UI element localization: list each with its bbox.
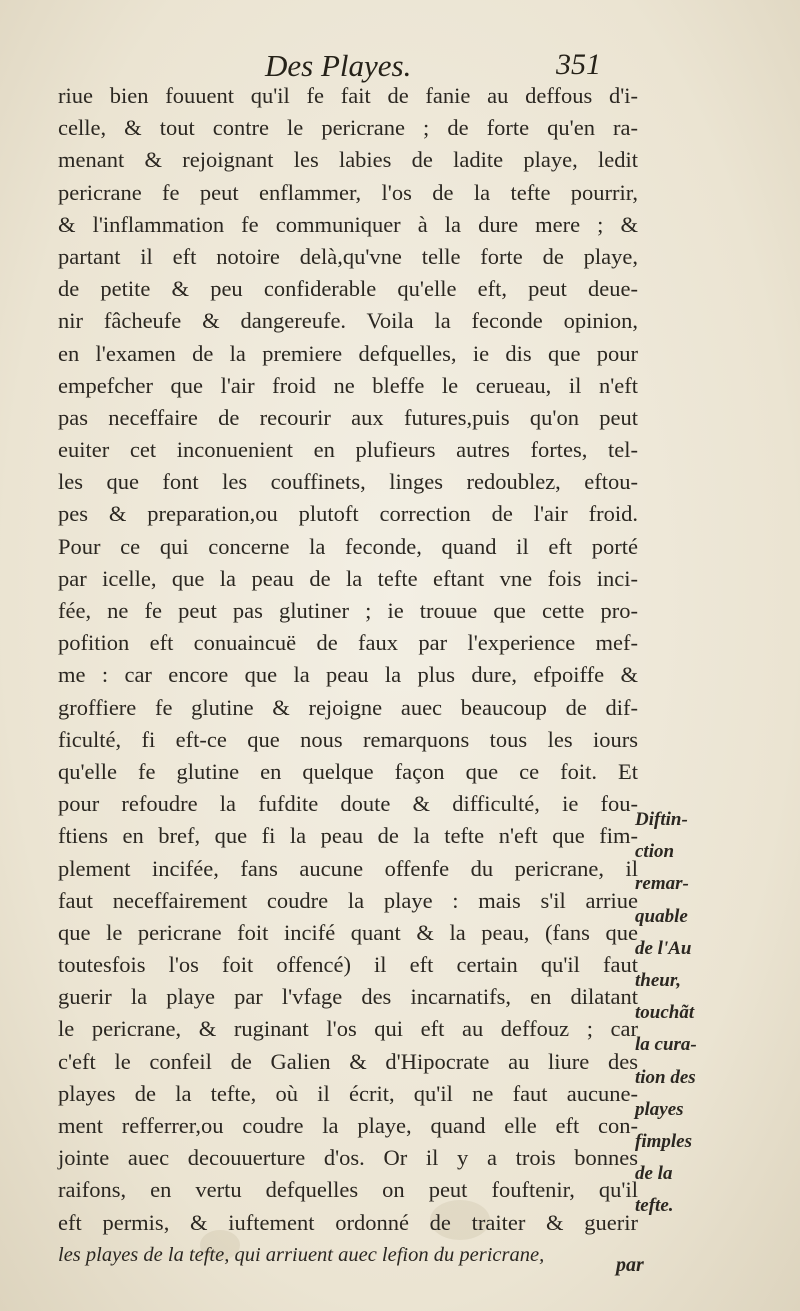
body-text	[58, 80, 638, 1271]
marginal-note-line: fimples	[635, 1130, 692, 1152]
text-line: eft permis, & iuftement ordonné de traiter & guerir	[58, 1209, 638, 1235]
marginal-note-line: theur,	[635, 969, 681, 991]
text-line: ficulté, fi eft-ce que nous remarquons tous les iours	[58, 726, 638, 752]
marginal-note-line: quable	[635, 905, 688, 927]
text-line: menant & rejoignant les labies de ladite playe, ledit	[58, 147, 638, 173]
text-line: en l'examen de la premiere defquelles, ie dis que pour	[58, 340, 638, 366]
marginal-note-line: tefte.	[635, 1195, 674, 1217]
catchword: par	[616, 1254, 644, 1276]
marginal-note	[635, 804, 745, 1222]
text-line: le pericrane, & ruginant l'os qui eft au deffouz ; car	[58, 1016, 638, 1042]
text-line: ment refferrer,ou coudre la playe, quand elle eft con-	[58, 1113, 638, 1138]
text-line: pes & preparation,ou plutoft correction de l'air froid.	[58, 501, 638, 527]
text-line: raifons, en vertu defquelles on peut fouftenir, qu'il	[58, 1177, 638, 1203]
text-line: les playes de la tefte, qui arriuent auec lefion du pericrane,	[58, 1243, 545, 1266]
text-line: partant il eft notoire delà,qu'vne telle forte de playe,	[58, 243, 638, 269]
text-line: de petite & peu confiderable qu'elle eft, peut deue-	[58, 276, 638, 302]
text-line: empefcher que l'air froid ne bleffe le cerueau, il n'eft	[58, 372, 638, 398]
text-line: ftiens en bref, que fi la peau de la tefte n'eft que fim-	[58, 823, 638, 849]
text-line: euiter cet inconuenient en plufieurs autres fortes, tel-	[58, 437, 638, 463]
text-line: groffiere fe glutine & rejoigne auec beaucoup de dif-	[58, 694, 638, 720]
text-line: fée, ne fe peut pas glutiner ; ie trouue que cette pro-	[58, 598, 638, 623]
text-line: que le pericrane foit incifé quant & la peau, (fans que	[58, 919, 638, 945]
text-line: pofition eft conuaincuë de faux par l'experience mef-	[58, 630, 638, 656]
page-number: 351	[556, 48, 601, 81]
marginal-note-line: playes	[635, 1098, 684, 1120]
text-line: c'eft le confeil de Galien & d'Hipocrate au liure des	[58, 1048, 638, 1074]
text-line: faut neceffairement coudre la playe : mais s'il arriue	[58, 887, 638, 913]
marginal-note-line: de la	[635, 1163, 673, 1185]
marginal-note-line: Diftin-	[635, 809, 688, 830]
text-line: guerir la playe par l'vfage des incarnatifs, en dilatant	[58, 984, 638, 1010]
text-line: Pour ce qui concerne la feconde, quand il eft porté	[58, 533, 638, 559]
text-line: qu'elle fe glutine en quelque façon que ce foit. Et	[58, 758, 638, 784]
text-line: me : car encore que la peau la plus dure, efpoiffe &	[58, 662, 638, 688]
text-line: par icelle, que la peau de la tefte eftant vne fois inci-	[58, 565, 638, 591]
text-line: & l'inflammation fe communiquer à la dure mere ; &	[58, 211, 638, 237]
text-line: toutesfois l'os foit offencé) il eft certain qu'il faut	[58, 952, 638, 978]
text-line: les que font les couffinets, linges redoublez, eftou-	[58, 469, 638, 495]
text-line: celle, & tout contre le pericrane ; de forte qu'en ra-	[58, 115, 638, 141]
text-line: playes de la tefte, où il écrit, qu'il ne faut aucune-	[58, 1080, 638, 1106]
marginal-note-line: remar-	[635, 873, 689, 895]
text-line: pas neceffaire de recourir aux futures,puis qu'on peut	[58, 404, 638, 430]
marginal-note-line: touchãt	[635, 1002, 695, 1024]
text-line: nir fâcheufe & dangereufe. Voila la feconde opinion,	[58, 308, 638, 334]
text-line: pericrane fe peut enflammer, l'os de la tefte pourrir,	[58, 179, 638, 205]
marginal-note-line: tion des	[635, 1066, 696, 1088]
running-title: Des Playes.	[265, 48, 412, 83]
text-line: pour refoudre la fufdite doute & difficulté, ie fou-	[58, 791, 638, 817]
marginal-note-line: de l'Au	[635, 937, 692, 959]
marginal-note-line: la cura-	[635, 1034, 697, 1056]
text-line: jointe auec decouuerture d'os. Or il y a trois bonnes	[58, 1145, 638, 1171]
marginal-note-line: ction	[635, 841, 675, 863]
text-line: plement incifée, fans aucune offenfe du pericrane, il	[58, 855, 638, 881]
text-line: riue bien fouuent qu'il fe fait de fanie au deffous d'i-	[58, 83, 638, 108]
